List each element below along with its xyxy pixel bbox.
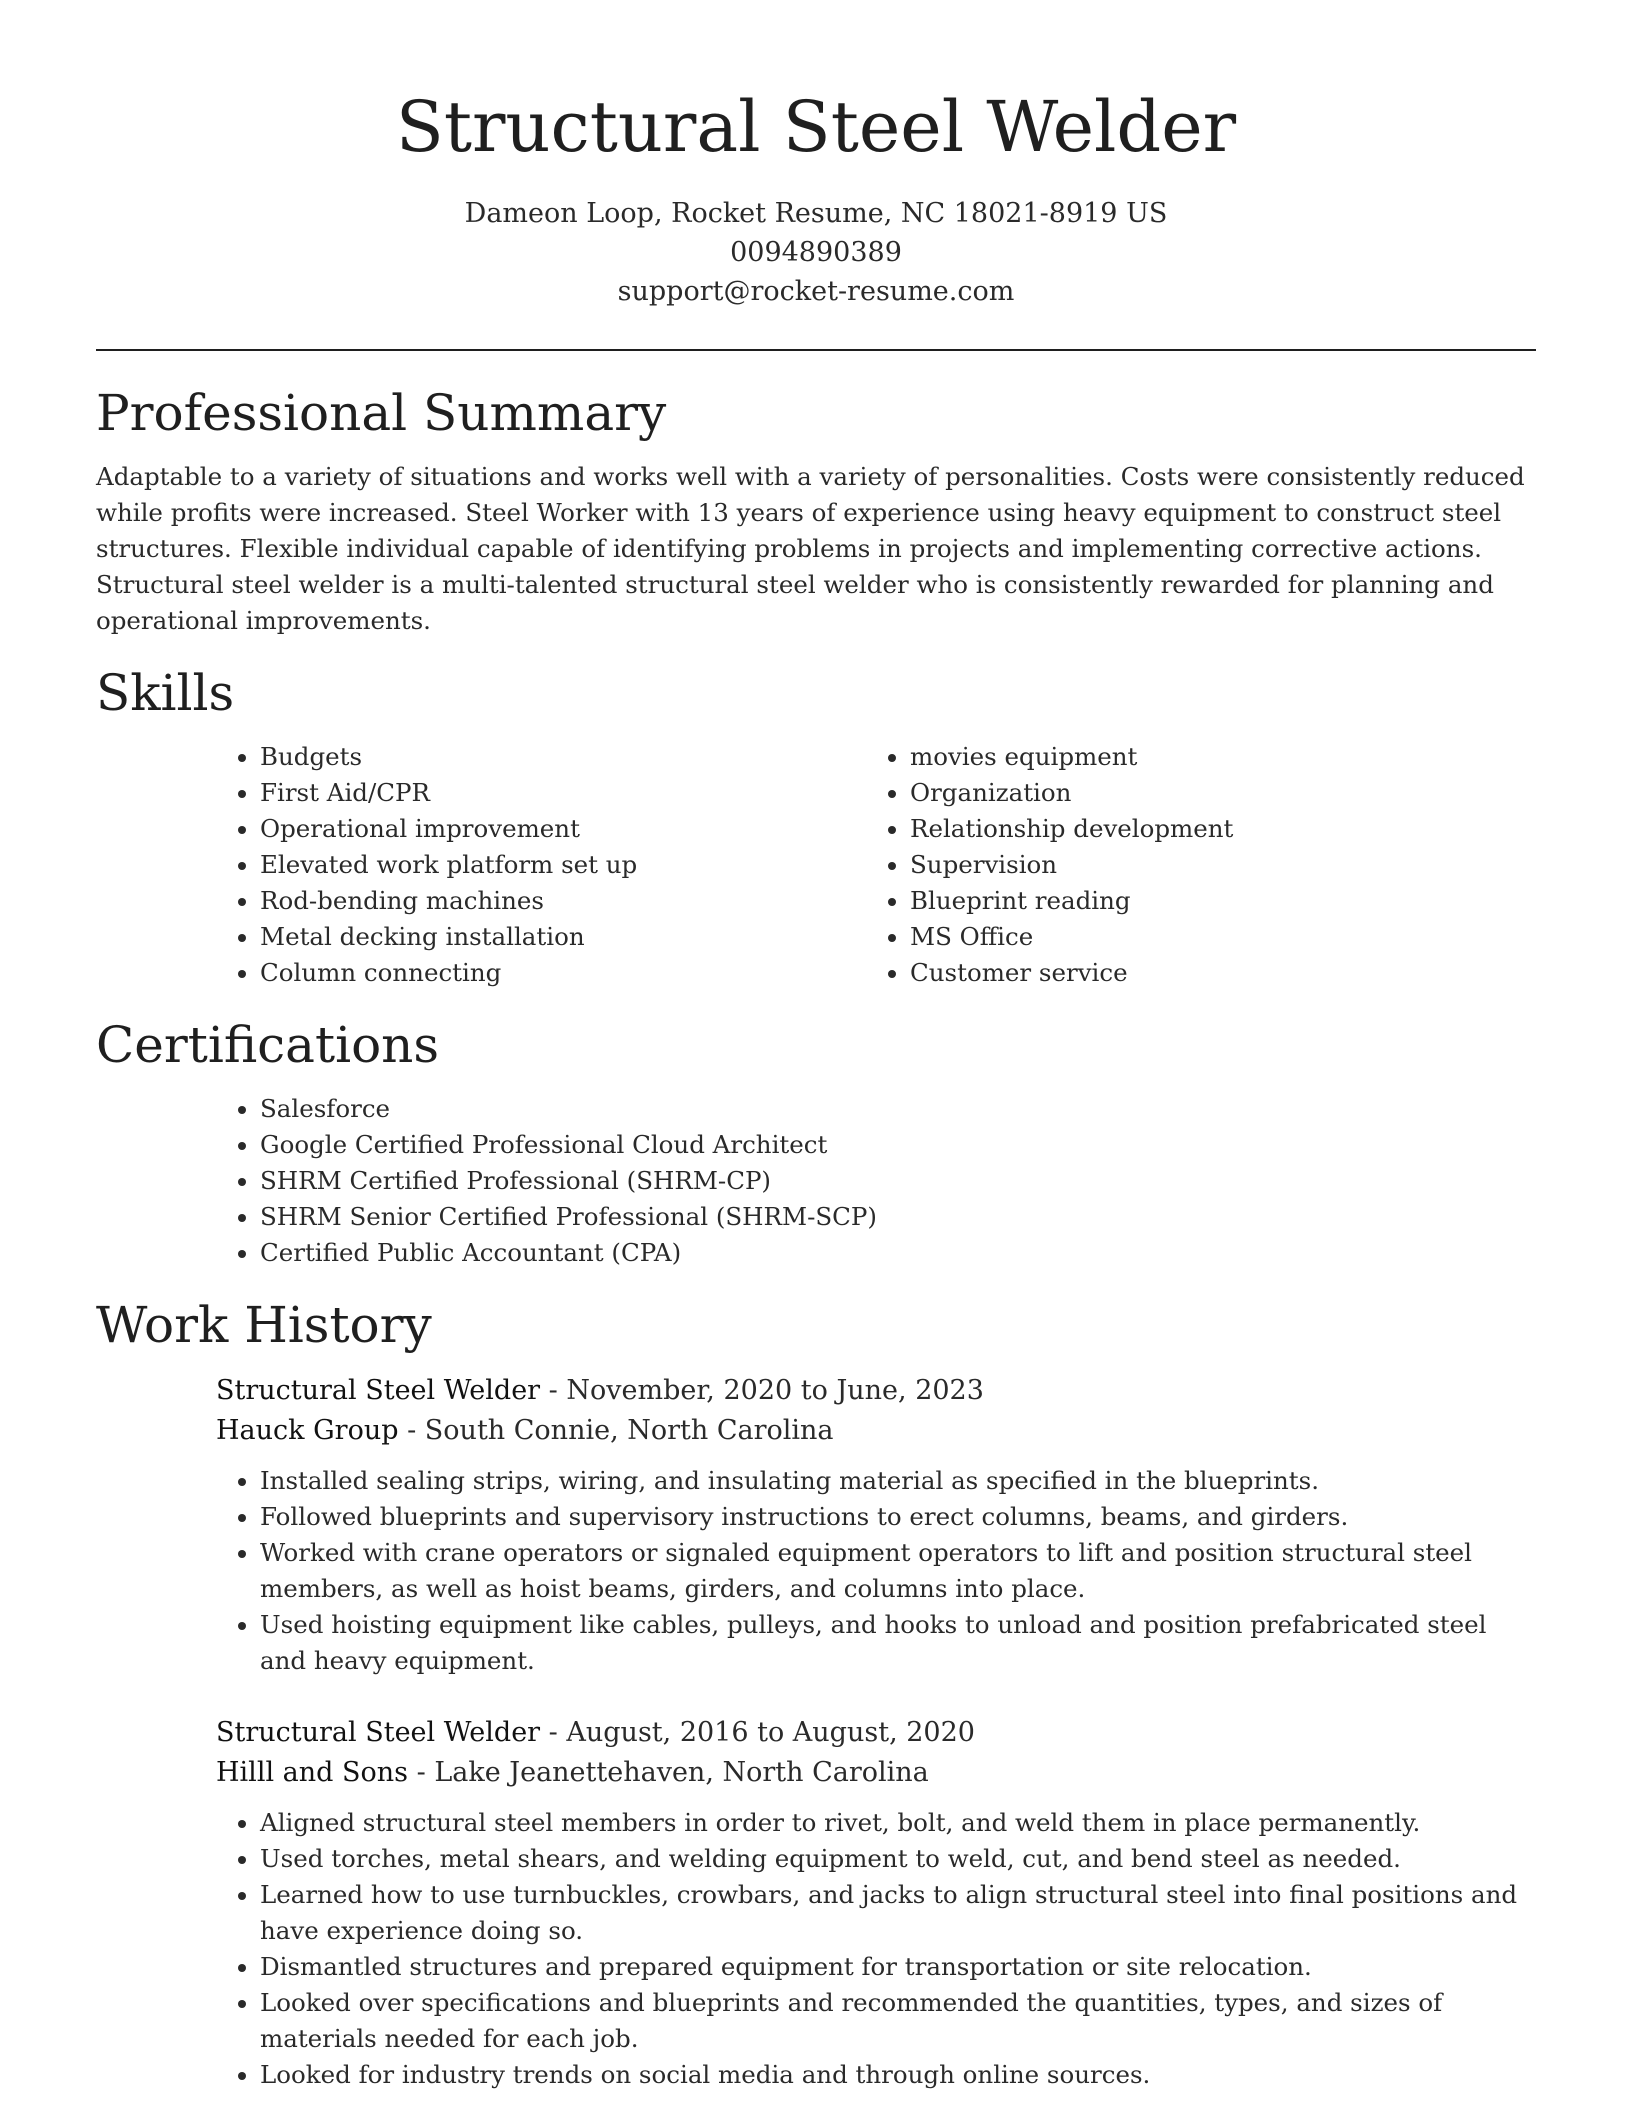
summary-title: Professional Summary: [96, 384, 667, 442]
summary-text: Adaptable to a variety of situations and works well with a variety of personalities. Costs were consistently reduced while profits were increased. Steel Worker with 13 years of experience using heavy equipment to construct steel structures. Flexible individual capable of identifying problems in projects and implementing corrective actions. Structural steel welder is a multi-talented structural steel welder who is consistently rewarded for planning and operational improvements.: [96, 462, 1525, 635]
skill-item: • MS Office: [910, 919, 1516, 955]
job-company: Hauck Group: [216, 1415, 399, 1446]
skill-item: • Rod-bending machines: [260, 883, 866, 919]
job-title-line: [216, 1713, 1536, 1753]
work-section: [96, 1293, 1536, 2093]
skill-item: • First Aid/CPR: [260, 775, 866, 811]
job-role: Structural Steel Welder: [216, 1375, 541, 1406]
job-title-line: [216, 1371, 1536, 1411]
skill-item: • Blueprint reading: [910, 883, 1516, 919]
job-bullet: • Dismantled structures and prepared equipment for transportation or site relocation.: [260, 1949, 1536, 1985]
skills-right-list: [866, 739, 1516, 991]
skill-item: • Operational improvement: [260, 811, 866, 847]
summary-section: [96, 381, 1536, 639]
job-location: - South Connie, North Carolina: [398, 1415, 834, 1446]
skill-item: • movies equipment: [910, 739, 1516, 775]
job-bullet: • Aligned structural steel members in order to rivet, bolt, and weld them in place permanently.: [260, 1805, 1536, 1841]
job-bullet: • Used hoisting equipment like cables, pulleys, and hooks to unload and position prefabricated steel and heavy equipment.: [260, 1607, 1536, 1679]
job-bullet: • Followed blueprints and supervisory instructions to erect columns, beams, and girders.: [260, 1499, 1536, 1535]
job-company: Hilll and Sons: [216, 1757, 409, 1788]
job-dates: - November, 2020 to June, 2023: [540, 1375, 984, 1406]
job-bullet: • Learned how to use turnbuckles, crowbars, and jacks to align structural steel into final positions and have experience doing so.: [260, 1877, 1536, 1949]
certification-item: • Salesforce: [260, 1091, 1536, 1127]
job-bullet: • Looked over specifications and blueprints and recommended the quantities, types, and sizes of materials needed for each job.: [260, 1985, 1536, 2057]
skills-title: Skills: [96, 664, 235, 722]
job-company-line: [216, 1411, 1536, 1451]
skills-left-column: [216, 739, 866, 991]
skill-item: • Relationship development: [910, 811, 1516, 847]
job-entry: [216, 1371, 1536, 1679]
skill-item: • Metal decking installation: [260, 919, 866, 955]
job-bullet: • Worked with crane operators or signaled equipment operators to lift and position structural steel members, as well as hoist beams, girders, and columns into place.: [260, 1535, 1536, 1607]
certification-item: • Google Certified Professional Cloud Architect: [260, 1127, 1536, 1163]
resume-header: [0, 0, 1632, 311]
job-role: Structural Steel Welder: [216, 1717, 541, 1748]
header-divider: [96, 349, 1536, 351]
contact-phone: 0094890389: [730, 237, 902, 268]
certification-item: • SHRM Certified Professional (SHRM-CP): [260, 1163, 1536, 1199]
skills-left-list: [216, 739, 866, 991]
jobs-list: [96, 1371, 1536, 2093]
skills-columns: [216, 739, 1536, 991]
job-bullet: • Used torches, metal shears, and welding equipment to weld, cut, and bend steel as needed.: [260, 1841, 1536, 1877]
job-bullet: • Installed sealing strips, wiring, and insulating material as specified in the blueprints.: [260, 1463, 1536, 1499]
certifications-list: [216, 1091, 1536, 1271]
skill-item: • Customer service: [910, 955, 1516, 991]
contact-info: [0, 194, 1632, 311]
certifications-body: [216, 1091, 1536, 1271]
skill-item: • Budgets: [260, 739, 866, 775]
skill-item: • Elevated work platform set up: [260, 847, 866, 883]
job-bullets: [216, 1805, 1536, 2093]
skill-item: • Column connecting: [260, 955, 866, 991]
skill-item: • Supervision: [910, 847, 1516, 883]
contact-address: Dameon Loop, Rocket Resume, NC 18021-8919 US: [464, 198, 1168, 229]
certification-item: • SHRM Senior Certified Professional (SHRM-SCP): [260, 1199, 1536, 1235]
skills-section: [96, 661, 1536, 991]
work-title: Work History: [96, 1296, 432, 1354]
job-company-line: [216, 1753, 1536, 1793]
skill-item: • Organization: [910, 775, 1516, 811]
contact-email: support@rocket-resume.com: [617, 276, 1015, 307]
certifications-section: [96, 1013, 1536, 1271]
certifications-title: Certifications: [96, 1016, 440, 1074]
job-entry: [216, 1713, 1536, 2093]
candidate-name: Structural Steel Welder: [395, 86, 1237, 168]
job-dates: - August, 2016 to August, 2020: [540, 1717, 975, 1748]
job-bullet: • Looked for industry trends on social media and through online sources.: [260, 2057, 1536, 2093]
certification-item: • Certified Public Accountant (CPA): [260, 1235, 1536, 1271]
job-location: - Lake Jeanettehaven, North Carolina: [408, 1757, 929, 1788]
skills-right-column: [866, 739, 1516, 991]
job-bullets: [216, 1463, 1536, 1679]
